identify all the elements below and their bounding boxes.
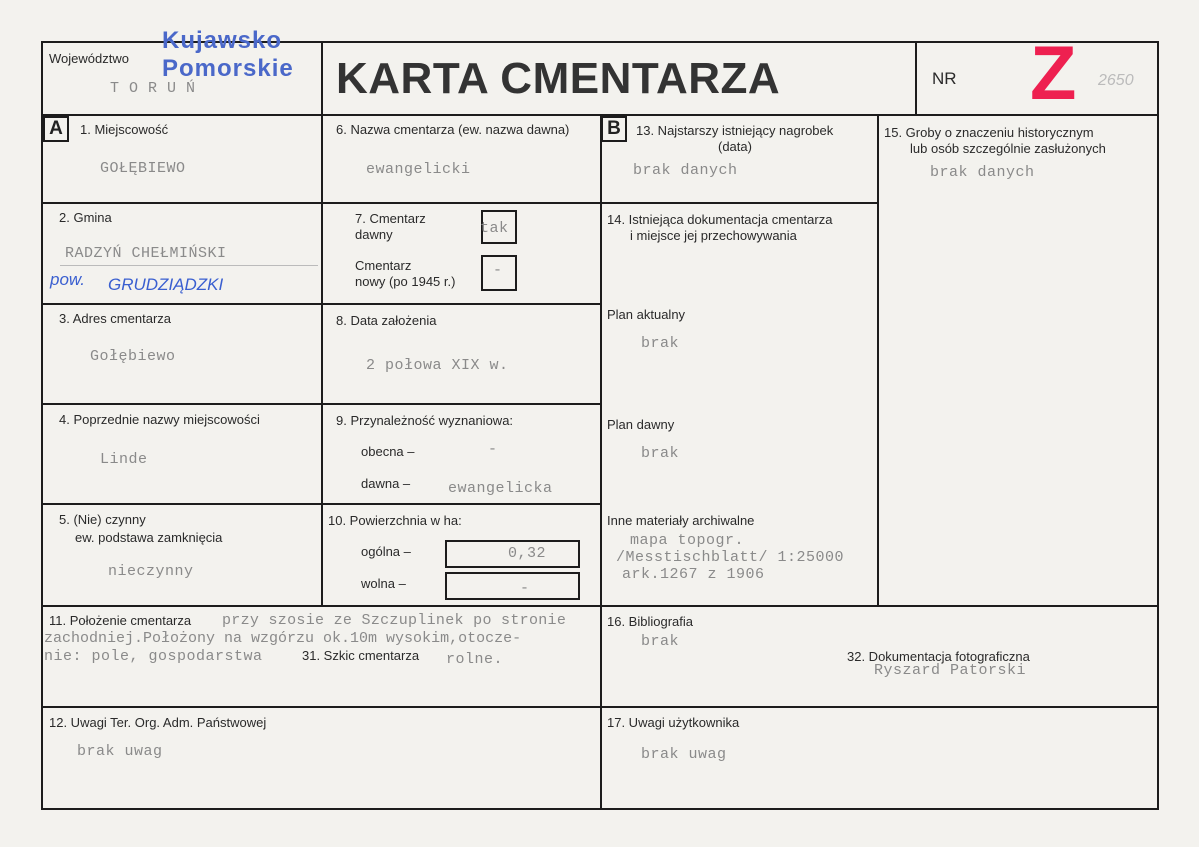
field-7-dawny-value: tak — [480, 220, 509, 237]
b-rule — [600, 202, 879, 204]
card-title: KARTA CMENTARZA — [336, 54, 781, 103]
field-11-line1: przy szosie ze Szczuplinek po stronie — [222, 612, 567, 629]
field-1-label: 1. Miejscowość — [80, 122, 169, 137]
field-7-nowy-value: - — [493, 262, 503, 279]
inne-materialy-line2: /Messtischblatt/ 1:25000 — [616, 549, 845, 566]
field-17-value: brak uwag — [641, 746, 727, 763]
field-32-value: Ryszard Patorski — [874, 662, 1027, 679]
field-4-label: 4. Poprzednie nazwy miejscowości — [59, 412, 260, 427]
field-7-label-3: Cmentarz — [355, 258, 412, 273]
field-10-ogolna-label: ogólna – — [361, 544, 411, 559]
plan-dawny-label: Plan dawny — [607, 417, 675, 432]
field-7-label-1: 7. Cmentarz — [355, 211, 426, 226]
field-7-label-4: nowy (po 1945 r.) — [355, 274, 456, 289]
field-16-value: brak — [641, 633, 680, 650]
field-11-line3b: rolne. — [446, 651, 504, 668]
typed-city: T O R U Ń — [110, 80, 196, 97]
field-11-line3a: nie: pole, gospodarstwa — [44, 648, 263, 665]
field-3-label: 3. Adres cmentarza — [59, 311, 171, 326]
field-15-label-1: 15. Groby o znaczeniu historycznym — [884, 125, 1094, 140]
section-b-marker: B — [601, 116, 627, 142]
row-rule-3 — [41, 403, 601, 405]
region-stamp-line1: Kujawsko — [162, 27, 283, 54]
field-16-label: 16. Bibliografia — [607, 614, 693, 629]
field-7-label-2: dawny — [355, 227, 393, 242]
field-14-label-2: i miejsce jej przechowywania — [630, 228, 797, 243]
field-17-label: 17. Uwagi użytkownika — [607, 715, 740, 730]
field-14-label-1: 14. Istniejąca dokumentacja cmentarza — [607, 212, 833, 227]
plan-aktualny-label: Plan aktualny — [607, 307, 686, 322]
field-32-label: 32. Dokumentacja fotograficzna — [847, 649, 1030, 664]
field-9-obecna-value: - — [488, 441, 498, 458]
section-a-marker: A — [43, 116, 69, 142]
field-6-label: 6. Nazwa cmentarza (ew. nazwa dawna) — [336, 122, 570, 137]
field-10-wolna-box — [445, 572, 580, 600]
frame-left — [41, 41, 43, 810]
field-9-obecna-label: obecna – — [361, 444, 415, 459]
field-10-wolna-label: wolna – — [361, 576, 406, 591]
field-2-hand-pow: pow. — [50, 270, 85, 289]
header-divider-1 — [321, 41, 323, 607]
field-10-label: 10. Powierzchnia w ha: — [328, 513, 462, 528]
field-2-value: RADZYŃ CHEŁMIŃSKI — [65, 245, 227, 262]
row-rule-4 — [41, 503, 601, 505]
field-5-label-1: 5. (Nie) czynny — [59, 512, 146, 527]
field-13-value: brak danych — [633, 162, 738, 179]
col-divider-b — [600, 114, 602, 810]
field-13-label-1: 13. Najstarszy istniejący nagrobek — [636, 123, 834, 138]
plan-dawny-value: brak — [641, 445, 680, 462]
field-10-wolna-value: - — [520, 580, 530, 597]
field-5-value: nieczynny — [108, 563, 194, 580]
field-2-hand-county: GRUDZIĄDZKI — [108, 275, 224, 294]
inne-materialy-line3: ark.1267 z 1906 — [622, 566, 765, 583]
field-15-label-2: lub osób szczególnie zasłużonych — [910, 141, 1106, 156]
col-divider-15 — [877, 114, 879, 607]
field-8-label: 8. Data założenia — [336, 313, 437, 328]
field-11-line2: zachodniej.Położony na wzgórzu ok.10m wysokim,otocze- — [44, 630, 522, 647]
field-12-value: brak uwag — [77, 743, 163, 760]
field-4-value: Linde — [100, 451, 148, 468]
field-2-label: 2. Gmina — [59, 210, 112, 225]
row-rule-1 — [41, 202, 601, 204]
plan-aktualny-value: brak — [641, 335, 680, 352]
region-stamp-line2: Pomorskie — [162, 55, 294, 82]
field-13-label-2: (data) — [718, 139, 752, 154]
nr-number: 2650 — [1098, 72, 1134, 89]
field-9-label: 9. Przynależność wyznaniowa: — [336, 413, 514, 428]
field-6-value: ewangelicki — [366, 161, 471, 178]
nr-letter: Z — [1030, 31, 1077, 116]
field-3-value: Gołębiewo — [90, 348, 176, 365]
nr-label: NR — [932, 69, 957, 88]
field-9-dawna-label: dawna – — [361, 476, 411, 491]
field-8-value: 2 połowa XIX w. — [366, 357, 509, 374]
field-15-value: brak danych — [930, 164, 1035, 181]
frame-right — [1157, 41, 1159, 810]
field-2-underline — [60, 265, 318, 266]
field-1-value: GOŁĘBIEWO — [100, 160, 186, 177]
wojewodztwo-label: Województwo — [49, 51, 129, 66]
field-10-ogolna-value: 0,32 — [508, 545, 547, 562]
row-rule-2 — [41, 303, 601, 305]
field-31-label: 31. Szkic cmentarza — [302, 648, 420, 663]
field-9-dawna-value: ewangelicka — [448, 480, 553, 497]
header-divider-2 — [915, 41, 917, 116]
inne-materialy-label: Inne materiały archiwalne — [607, 513, 755, 528]
inne-materialy-line1: mapa topogr. — [630, 532, 745, 549]
field-11-label: 11. Położenie cmentarza — [49, 613, 192, 628]
field-12-label: 12. Uwagi Ter. Org. Adm. Państwowej — [49, 715, 267, 730]
field-5-label-2: ew. podstawa zamknięcia — [75, 530, 223, 545]
